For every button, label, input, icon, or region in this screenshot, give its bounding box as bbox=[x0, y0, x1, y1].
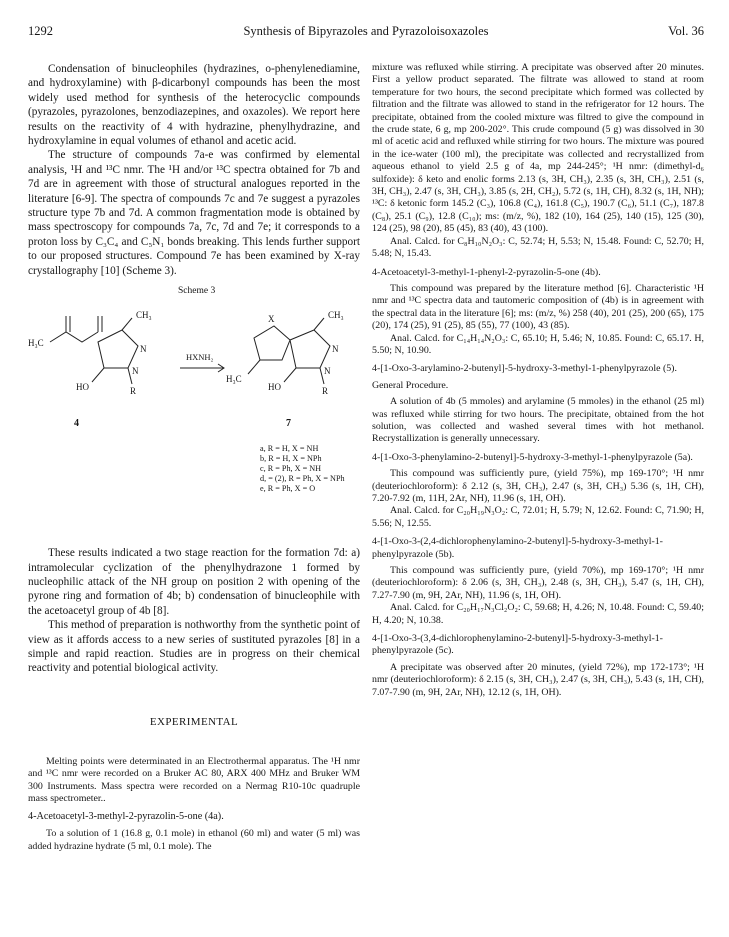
methyl-label: H₃C bbox=[28, 338, 44, 349]
paragraph: Condensation of binucleophiles (hydrazines, o-phenylenediamine, and hydroxylamine) with β-dicarbonyl compounds has been the most widely used method for synthesis of the heterocyclic compounds (pyrazoles, pyrazolones, benzodiazepines, and oxazoles). We report here results on the reactivity of 4 with hydrazine, phenylhydrazine, and hydroxylamine in equal volumes of ethanol and acetic acid. bbox=[28, 63, 360, 148]
compound-heading: 4-[1-Oxo-3-phenylamino-2-butenyl]-5-hydroxy-3-methyl-1-phenylpyrazole (5a). bbox=[372, 451, 693, 463]
paragraph: This compound was prepared by the literature method [6]. Characteristic ¹H nmr and ¹³C spectra data and tautomeric composition of (4b) is in agreement with the spectral data in the literature [6]; ms: (m/z, %) 258 (40), 201 (25), 200 (65), 175 (20), 174 (25), 91 (25), 85 (55), 77 (100), 43 (85). bbox=[372, 282, 704, 332]
pyrazole-ring bbox=[98, 330, 138, 368]
paragraph: A precipitate was observed after 20 minutes, (yield 72%), mp 172-173°; ¹H nmr (deuteriochloroform): δ 2.15 (s, 3H, CH₃), 2.47 (s, 3H, CH₃), 5.43 (s, 1H, CH), 7.07-7.90 (m, 9H, 2Ar, NH), 12.12 (s, 1H, OH). bbox=[372, 661, 704, 698]
methyl-label: CH₃ bbox=[328, 310, 344, 321]
methyl-label: H₃C bbox=[226, 374, 242, 385]
paragraph: This compound was sufficiently pure, (yield 70%), mp 169-170°; ¹H nmr (deuteriochloroform): δ 2.06 (s, 3H, CH₃), 2.48 (s, 3H, CH₃), 5.47 (s, 1H, CH), 7.27-7.90 (m, 9H, 2Ar, NH), 11.96 (s, 1H, OH). bbox=[372, 565, 704, 601]
right-column bbox=[372, 62, 704, 699]
nitrogen-label: N bbox=[324, 366, 331, 377]
legend-item: a, R = H, X = NH bbox=[260, 444, 319, 454]
left-column bbox=[28, 62, 360, 853]
hydroxy-label: HO bbox=[268, 382, 281, 393]
scheme-legend bbox=[260, 444, 345, 494]
paragraph: This compound was sufficiently pure, (yield 75%), mp 169-170°; ¹H nmr (deuteriochloroform): δ 2.12 (s, 3H, CH₃), 2.47 (s, 3H, CH₃) 5.36 (s, 1H, CH), 7.20-7.92 (m, 11H, 2Ar, NH), 11.96 (s, 1H, OH). bbox=[372, 468, 704, 504]
legend-item: c, R = Ph, X = NH bbox=[260, 464, 322, 474]
legend-item: d, = (2), R = Ph, X = NPh bbox=[260, 474, 345, 484]
paragraph: These results indicated a two stage reaction for the formation 7d: a) intramolecular cyclization of the phenylhydrazone 1 formed by nucleophilic attack of the NH group on position 2 with opening of the pyrone ring and formation of 4b; b) condensation of binucleophile with the acetoacetyl group of 4b [8]. bbox=[28, 547, 360, 617]
reagent-label: HXNH₂ bbox=[186, 352, 214, 363]
paragraph: The structure of compounds 7a-e was confirmed by elemental analysis, ¹H and ¹³C nmr. The ¹H and/or ¹³C spectra obtained for 7b and 7d are in agreement with those of structural analogues reported in the literature [6-9]. The spectra of compounds 7c and 7e suggest a pyrazoles structure type 7b and 7d. A common fragmentation mode is obtained by mass spectroscopy for compounds 7a, 7c, 7d and 7e; it corresponds to a proton loss by C₃C₄ and C₅N₁ bonds breaking. This lends further support to our proposed structures. Compound 7e has been examined by X-ray crystallography [10] (Scheme 3). bbox=[28, 149, 360, 277]
hydroxy-label: HO bbox=[76, 382, 89, 393]
scheme-3 bbox=[28, 284, 360, 538]
heterocycle-ring bbox=[254, 326, 290, 360]
nitrogen-label: N bbox=[332, 344, 339, 355]
compound-heading: 4-[1-Oxo-3-(3,4-dichlorophenylamino-2-butenyl]-5-hydroxy-3-methyl-1-phenylpyrazole (5c). bbox=[372, 633, 663, 657]
nitrogen-label: N bbox=[132, 366, 139, 377]
compound-number: 4 bbox=[74, 418, 79, 430]
paragraph: mixture was refluxed while stirring. A precipitate was observed after 20 minutes. First a yellow product separated. The filtrate was allowed to stand at room temperature for two hours, the second precipitate which formed was collected by filtration and the filtrate was allowed to stand in the refrigerator for 12 hours. The precipitate, obtained from the cooled mixture was filtred to give the compound in the crude state, 6 g, mp 200-202°. This crude compound (5 g) was dissolved in 30 ml of acetic acid and refluxed while stirring for two hours. The mixture was poured in the ice-water (100 ml), the precipitate was collected and recrystallized from aqueous ethanol to yield 2.5 g of 4a, mp 244-245°; ¹H nmr: (dimethyl-d₆ sulfoxide): δ keto and enolic forms 2.13 (s, 3H, CH₃), 2.35 (s, 3H, CH₃), 2.51 (s, 3H, CH₃), 2.47 (s, 3H, CH₃), 3.85 (s, 2H, CH₂), 5.72 (s, 1H, CH), 8.32 (s, 1H, NH); ¹³C: δ ketonic form 145.2 (C₃), 106.8 (C₄), 161.8 (C₅), 190.7 (C₆), 51.1 (C₇), 187.8 (C₈), 25.1 (C₉), 12.8 (C₁₀); ms: (m/z, %), 182 (10), 164 (25), 140 (15), 125 (30), 124 (25), 98 (20), 85 (45), 83 (40), 43 (100). bbox=[372, 62, 704, 235]
scheme-structures bbox=[28, 284, 360, 538]
r-substituent-label: R bbox=[130, 386, 137, 397]
scheme-title: Scheme 3 bbox=[178, 286, 216, 297]
methyl-label: CH₃ bbox=[136, 310, 152, 321]
paragraph: A solution of 4b (5 mmoles) and arylamine (5 mmoles) in the ethanol (25 ml) was refluxed while stirring for two hours. The precipitate, obtained from the hot solution, was collected and washed several times with hot methanol. Recrystallization is generally unnecessary. bbox=[372, 396, 704, 445]
analysis-line: Anal. Calcd. for C₂₀H₁₇N₃Cl₂O₂: C, 59.68; H, 4.26; N, 10.48. Found: C, 59.40; H, 4.20; N, 10.38. bbox=[372, 602, 704, 626]
page-number: 1292 bbox=[28, 24, 53, 38]
pyrazole-ring bbox=[290, 330, 330, 368]
subheading: General Procedure. bbox=[372, 379, 449, 391]
r-substituent-label: R bbox=[322, 386, 329, 397]
nitrogen-label: N bbox=[140, 344, 147, 355]
page-header bbox=[28, 24, 704, 42]
analysis-line: Anal. Calcd. for C₈H₁₀N₂O₃: C, 52.74; H, 5.53; N, 15.48. Found: C, 52.70; H, 5.48; N, 15.43. bbox=[372, 235, 704, 260]
legend-item: e, R = Ph, X = O bbox=[260, 484, 316, 494]
x-label: X bbox=[268, 314, 275, 325]
volume-label: Vol. 36 bbox=[668, 24, 704, 38]
compound-heading: 4-[1-Oxo-3-arylamino-2-butenyl]-5-hydroxy-3-methyl-1-phenylpyrazole (5). bbox=[372, 363, 677, 375]
analysis-line: Anal. Calcd. for C₁₄H₁₄N₂O₃: C, 65.10; H, 5.46; N, 10.85. Found: C, 65.17. H, 5.50; N, 10.90. bbox=[372, 332, 704, 356]
paragraph: Melting points were determinated in an Electrothermal apparatus. The ¹H nmr and ¹³C nmr were recorded on a Bruker AC 80, ARX 400 MHz and Bruker WM 300 Instruments. Mass spectra were recorded on a Nermag R10-10c quadruple mass spectrometer.. bbox=[28, 755, 360, 804]
compound-heading: 4-[1-Oxo-3-(2,4-dichlorophenylamino-2-butenyl]-5-hydroxy-3-methyl-1-phenylpyrazole (5b). bbox=[372, 536, 663, 560]
analysis-line: Anal. Calcd. for C₂₀H₁₉N₃O₂: C, 72.01; H, 5.79; N, 12.62. Found: C, 71.90; H, 5.56; N, 12.55. bbox=[372, 505, 704, 529]
acetoacetyl-chain bbox=[50, 332, 98, 342]
section-heading: EXPERIMENTAL bbox=[149, 715, 239, 728]
compound-heading: 4-Acetoacetyl-3-methyl-2-pyrazolin-5-one (4a). bbox=[28, 811, 224, 823]
compound-number: 7 bbox=[286, 418, 291, 430]
legend-item: b, R = H, X = NPh bbox=[260, 454, 322, 464]
running-title: Synthesis of Bipyrazoles and Pyrazoloisoxazoles bbox=[243, 24, 489, 38]
compound-heading: 4-Acetoacetyl-3-methyl-1-phenyl-2-pyrazolin-5-one (4b). bbox=[372, 266, 601, 278]
paragraph: To a solution of 1 (16.8 g, 0.1 mole) in ethanol (60 ml) and water (5 ml) was added hydrazine hydrate (5 ml, 0.1 mole). The bbox=[28, 828, 360, 852]
paragraph: This method of preparation is nothworthy from the synthetic point of view as it affords access to a new series of sustituted pyrazoles [8] in a simple and rapid reaction. Studies are in progress on their chemical reactivity and potential biological activity. bbox=[28, 619, 360, 675]
